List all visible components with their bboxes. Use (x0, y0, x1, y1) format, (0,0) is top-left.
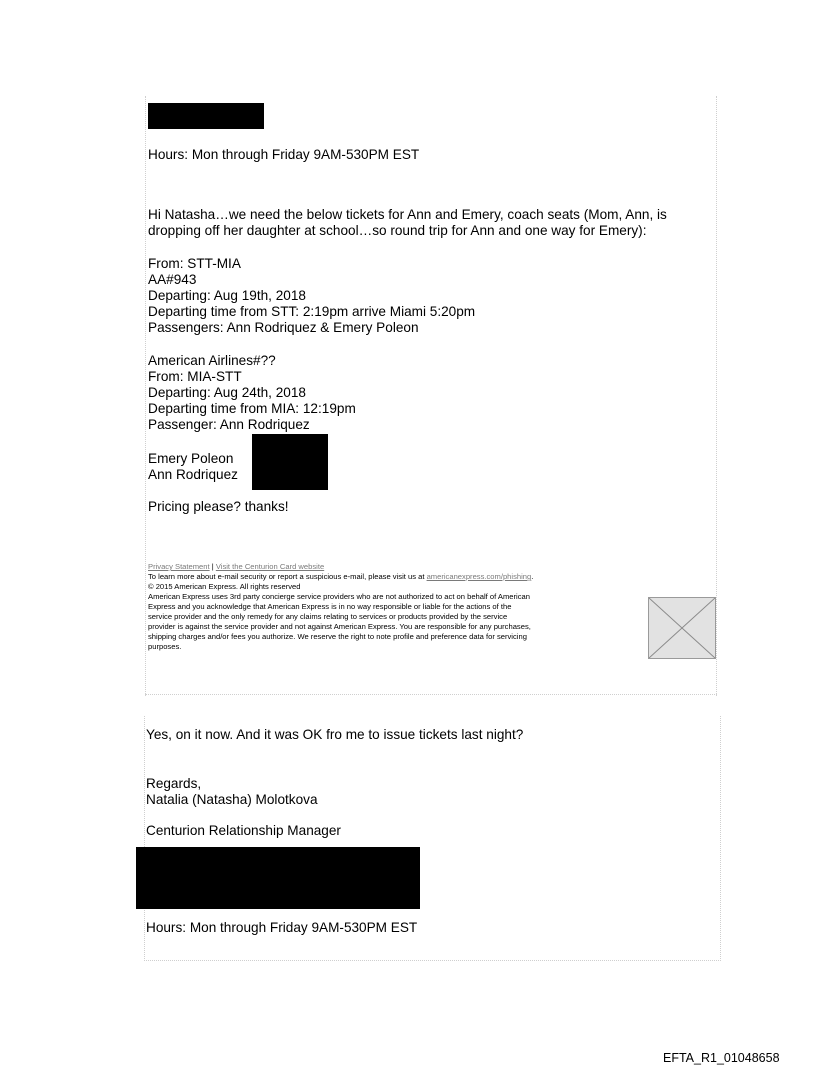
email-frame-bottom-border (145, 694, 717, 695)
disclaimer-line: service provider and the only remedy for any claims relating to services or products provided by the service (148, 612, 508, 621)
disclaimer-line: purposes. (148, 642, 182, 651)
disclaimer-line: American Express uses 3rd party concierge service providers who are not authorized to act on behalf of American (148, 592, 530, 601)
redaction-block (136, 847, 420, 909)
intro-line: dropping off her daughter at school…so round trip for Ann and one way for Emery): (148, 223, 647, 238)
hours-text: Hours: Mon through Friday 9AM-530PM EST (148, 147, 420, 162)
legal-links (148, 562, 533, 572)
closing-text: Pricing please? thanks! (148, 499, 289, 514)
flight-line: Passenger: Ann Rodriquez (148, 417, 310, 432)
flight-line: Departing: Aug 24th, 2018 (148, 385, 306, 400)
disclaimer-line: Express and you acknowledge that American Express is in no way responsible or liable for the actions of the (148, 602, 512, 611)
centurion-card-link[interactable]: Visit the Centurion Card website (215, 562, 325, 571)
document-id: EFTA_R1_01048658 (663, 1051, 780, 1065)
flight-line: American Airlines#?? (148, 353, 276, 368)
security-end: . (531, 572, 534, 581)
broken-image-icon (649, 598, 715, 658)
email-frame-left-border (145, 96, 146, 696)
phishing-link[interactable]: americanexpress.com/phishing (426, 572, 532, 581)
flight-line: Departing time from STT: 2:19pm arrive Miami 5:20pm (148, 304, 476, 319)
disclaimer-line: shipping charges and/or fees you authorize. We reserve the right to note profile and preference data for servicing (148, 632, 527, 641)
flight-line: Departing time from MIA: 12:19pm (148, 401, 356, 416)
flight-outbound-details (148, 256, 475, 336)
flight-line: Departing: Aug 19th, 2018 (148, 288, 306, 303)
link-separator: | (209, 562, 216, 571)
passenger-names (148, 451, 238, 483)
copyright-text: © 2015 American Express. All rights reserved (148, 582, 301, 591)
security-text: To learn more about e-mail security or report a suspicious e-mail, please visit us at (148, 572, 427, 581)
security-line (148, 572, 533, 582)
sender-name: Natalia (Natasha) Molotkova (146, 792, 318, 807)
reply-message: Yes, on it now. And it was OK fro me to issue tickets last night? (146, 727, 524, 742)
disclaimer-line: provider is against the service provider and not against American Express. You are responsible for any purchases, (148, 622, 531, 631)
regards-text: Regards, (146, 776, 202, 791)
passenger-name: Ann Rodriquez (148, 467, 238, 482)
email-frame-right-border (716, 96, 717, 696)
flight-return-details (148, 353, 356, 433)
intro-line: Hi Natasha…we need the below tickets for Ann and Emery, coach seats (Mom, Ann, is (148, 207, 667, 222)
flight-line: From: MIA-STT (148, 369, 242, 384)
flight-line: Passengers: Ann Rodriquez & Emery Poleon (148, 320, 419, 335)
redaction-block (252, 434, 328, 490)
privacy-statement-link[interactable]: Privacy Statement (148, 562, 210, 571)
passenger-name: Emery Poleon (148, 451, 234, 466)
signature-block (146, 776, 318, 808)
redaction-block (148, 103, 264, 129)
reply-hours-text: Hours: Mon through Friday 9AM-530PM EST (146, 920, 418, 935)
legal-footer (148, 562, 533, 652)
broken-image-placeholder (648, 597, 716, 659)
flight-line: AA#943 (148, 272, 197, 287)
intro-paragraph (148, 207, 667, 239)
sender-title: Centurion Relationship Manager (146, 823, 341, 838)
flight-line: From: STT-MIA (148, 256, 241, 271)
